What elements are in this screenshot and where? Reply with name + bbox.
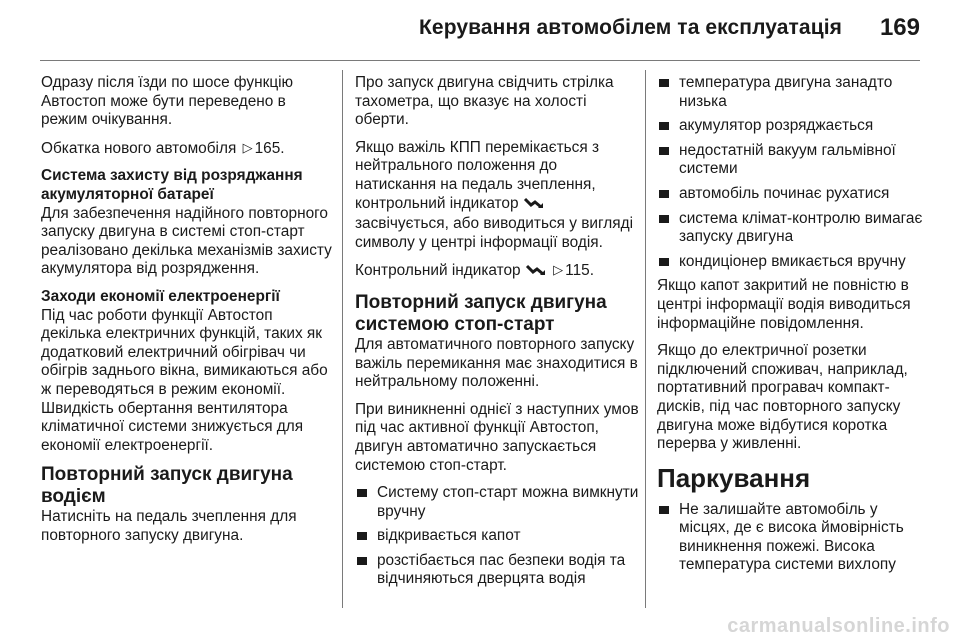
paragraph: Про запуск двигуна свідчить стрілка тахометра, що вказує на холості оберти. xyxy=(355,74,614,129)
paragraph-ref xyxy=(355,261,640,283)
list-item-text: температура двигуна занадто низька xyxy=(679,74,893,110)
bullet-square-icon xyxy=(659,122,669,130)
list-item xyxy=(657,142,927,179)
list-item-text: Систему стоп-старт можна вимкнути вручну xyxy=(377,484,639,520)
paragraph: Для автоматичного повторного запуску важіль перемикання має знаходитися в нейтральному положенні. xyxy=(355,335,638,391)
watermark: carmanualsonline.info xyxy=(727,615,950,637)
section-heading: Повторний запуск двигуна водієм xyxy=(41,464,293,508)
list-item xyxy=(657,185,927,204)
bullet-square-icon xyxy=(357,532,367,540)
column-divider-1 xyxy=(342,70,343,608)
list-item-text: система клімат-контролю вимагає запуску двигуна xyxy=(679,209,923,246)
paragraph: Натисніть на педаль зчеплення для повторного запуску двигуна. xyxy=(41,508,297,544)
list-item xyxy=(657,253,927,272)
header-divider xyxy=(40,60,920,61)
bullet-square-icon xyxy=(659,258,669,266)
paragraph-ref xyxy=(41,139,333,159)
triangle-ref-icon: ▷ xyxy=(242,139,253,155)
list-item xyxy=(355,552,640,589)
page-title: Керування автомобілем та експлуатація xyxy=(419,16,842,39)
paragraph: Якщо капот закритий не повністю в центрі інформації водія виводиться інформаційне повідомлення. xyxy=(657,277,911,332)
stop-start-indicator-icon xyxy=(523,196,545,216)
bullet-square-icon xyxy=(659,147,669,155)
column-2 xyxy=(355,74,640,595)
list-item-text: акумулятор розряджається xyxy=(679,117,874,135)
list-item-text: Не залишайте автомобіль у місцях, де є висока ймовірність виникнення пожежі. Висока температура системи вихлопу xyxy=(679,500,904,574)
section-heading: Повторний запуск двигуна системою стоп-старт xyxy=(355,291,607,335)
ref-page: 115. xyxy=(565,262,594,280)
paragraph: Одразу після їзди по шосе функцію Автостоп може бути переведено в режим очікування. xyxy=(41,74,294,129)
paragraph: При виникненні однієї з наступних умов під час активної функції Автостоп, двигун автоматично запускається системою стоп-старт. xyxy=(355,400,639,474)
ref-page: 165. xyxy=(254,139,285,157)
paragraph: Під час роботи функції Автостоп декілька електричних функцій, таких як додатковий електричний обігрівач чи обігрів заднього вікна, вимикаються або ж переводяться в режим економії. Швидкість обертання вентилятора кліматичної системи знижується для економії електроенергії. xyxy=(41,306,328,454)
stop-start-indicator-icon xyxy=(525,263,547,283)
ref-text: Обкатка нового автомобіля xyxy=(41,139,237,157)
paragraph: Для забезпечення надійного повторного запуску двигуна в системі стоп-старт реалізовано декілька механізмів захисту акумулятора від розрядження. xyxy=(41,204,332,278)
bullet-square-icon xyxy=(357,557,367,565)
indicator-text-a: Якщо важіль КПП перемікається з нейтрального положення до натискання на педаль зчеплення, контрольний індикатор xyxy=(355,138,600,212)
bullet-square-icon xyxy=(659,79,669,87)
column-3 xyxy=(657,74,927,581)
triangle-ref-icon: ▷ xyxy=(553,262,564,278)
page-number: 169 xyxy=(879,14,920,41)
list-item xyxy=(657,74,927,111)
list-item xyxy=(657,501,927,575)
list-item xyxy=(355,484,640,521)
subheading: Заходи економії електроенергії xyxy=(41,287,280,305)
list-item-text: розстібається пас безпеки водія та відчиняються дверцята водія xyxy=(377,551,626,588)
list-item xyxy=(657,117,927,136)
list-item-text: відкривається капот xyxy=(377,527,521,545)
list-item-text: кондиціонер вмикається вручну xyxy=(679,252,906,270)
list-item xyxy=(657,210,927,247)
bullet-square-icon xyxy=(659,215,669,223)
paragraph-indicator xyxy=(355,139,640,253)
column-1 xyxy=(41,74,333,554)
bullet-square-icon xyxy=(659,506,669,514)
subheading: Система захисту від розряджання акумуляторної батареї xyxy=(41,167,303,203)
bullet-square-icon xyxy=(357,489,367,497)
paragraph: Якщо до електричної розетки підключений споживач, наприклад, портативний програвач компакт-дисків, під час повторного запуску двигуна може відбутися коротка перерва у живленні. xyxy=(657,342,908,453)
page-header xyxy=(0,0,960,62)
list-item-text: автомобіль починає рухатися xyxy=(679,184,890,202)
column-divider-2 xyxy=(645,70,646,608)
list-item xyxy=(355,527,640,546)
ref-text: Контрольний індикатор xyxy=(355,262,521,280)
list-item-text: недостатній вакуум гальмівної системи xyxy=(679,141,896,178)
indicator-text-b: засвічується, або виводиться у вигляді символу у центрі інформації водія. xyxy=(355,215,634,251)
bullet-square-icon xyxy=(659,190,669,198)
chapter-heading: Паркування xyxy=(657,462,811,493)
